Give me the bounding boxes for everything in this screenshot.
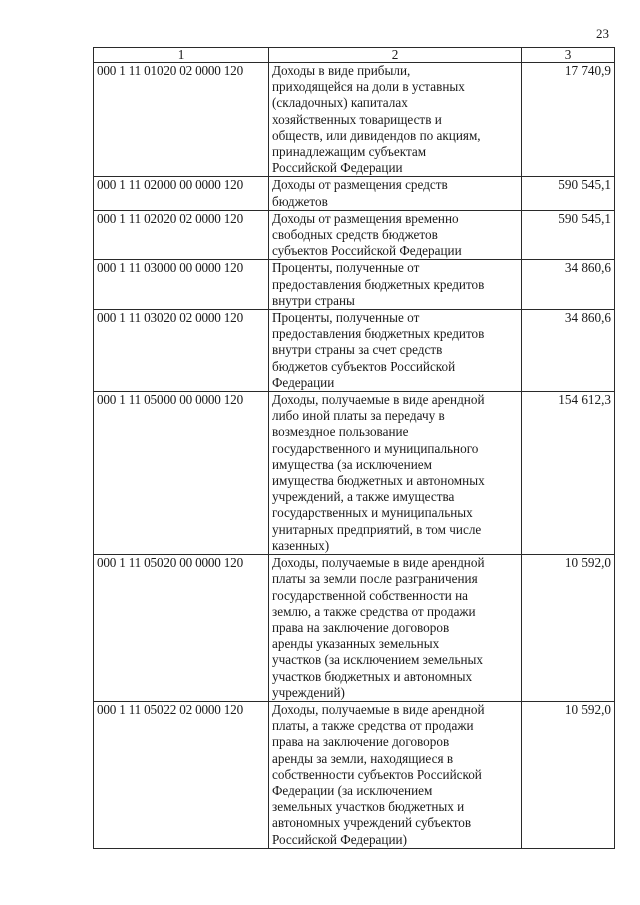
description-line: Доходы, получаемые в виде арендной [272,392,485,408]
table-row [94,63,615,177]
description-line: обществ, или дивидендов по акциям, [272,127,481,143]
description-line: возмездное пользование [272,424,409,440]
amount-cell: 34 860,6 [522,310,615,392]
description-line: Доходы от размещения временно [272,210,459,226]
revenue-table [93,47,615,849]
budget-code-cell: 000 1 11 05022 02 0000 120 [94,701,269,848]
description-line: учреждений) [272,684,345,700]
revenue-description-cell [269,63,522,177]
budget-code-cell: 000 1 11 05020 00 0000 120 [94,555,269,702]
description-line: либо иной платы за передачу в [272,408,445,424]
page-number: 23 [596,26,609,41]
budget-code-cell: 000 1 11 03020 02 0000 120 [94,310,269,392]
description-line: участков (за исключением земельных [272,652,484,668]
description-line: Доходы от размещения средств [272,177,448,193]
description-line: аренды за земли, находящиеся в [272,750,454,766]
table-row [94,555,615,702]
description-line: свободных средств бюджетов [272,227,438,243]
column-header-amount: 3 [522,48,615,63]
description-line: Федерации [272,374,335,390]
amount-cell: 10 592,0 [522,555,615,702]
column-header-code: 1 [94,48,269,63]
description-line: Доходы в виде прибыли, [272,63,411,78]
description-line: бюджетов субъектов Российской [272,358,456,374]
description-line: Проценты, полученные от [272,260,420,276]
description-line: Федерации (за исключением [272,782,433,798]
description-line: государственных и муниципальных [272,505,473,521]
table-row [94,392,615,555]
description-line: государственного и муниципального [272,440,479,456]
table-row [94,260,615,310]
revenue-description-cell [269,392,522,555]
description-line: права на заключение договоров [272,734,450,750]
description-line: предоставления бюджетных кредитов [272,276,485,292]
table-row [94,177,615,210]
amount-cell: 590 545,1 [522,177,615,210]
revenue-description-cell [269,177,522,210]
description-line: земельных участков бюджетных и [272,799,465,815]
description-line: имущества (за исключением [272,456,432,472]
description-line: внутри страны за счет средств [272,342,443,358]
amount-cell: 10 592,0 [522,701,615,848]
description-line: субъектов Российской Федерации [272,243,462,259]
description-line: приходящейся на доли в уставных [272,79,465,95]
description-line: Российской Федерации [272,160,403,176]
table-row [94,701,615,848]
description-line: Доходы, получаемые в виде арендной [272,555,485,571]
description-line: предоставления бюджетных кредитов [272,326,485,342]
revenue-description-cell [269,260,522,310]
budget-code-cell: 000 1 11 01020 02 0000 120 [94,63,269,177]
description-line: автономных учреждений субъектов [272,815,472,831]
revenue-description-cell [269,555,522,702]
amount-cell: 590 545,1 [522,210,615,260]
description-line: собственности субъектов Российской [272,766,482,782]
description-line: хозяйственных товариществ и [272,111,442,127]
description-line: имущества бюджетных и автономных [272,473,485,489]
column-header-name: 2 [269,48,522,63]
amount-cell: 34 860,6 [522,260,615,310]
description-line: платы за земли после разграничения [272,571,478,587]
description-line: принадлежащим субъектам [272,144,427,160]
description-line: унитарных предприятий, в том числе [272,521,482,537]
budget-code-cell: 000 1 11 02020 02 0000 120 [94,210,269,260]
table-row [94,210,615,260]
description-line: Российской Федерации) [272,831,407,847]
description-line: платы, а также средства от продажи [272,718,474,734]
description-line: Доходы, получаемые в виде арендной [272,701,485,717]
table-row [94,310,615,392]
table-body [94,63,615,849]
budget-code-cell: 000 1 11 05000 00 0000 120 [94,392,269,555]
description-line: права на заключение договоров [272,619,450,635]
amount-cell: 17 740,9 [522,63,615,177]
description-line: Проценты, полученные от [272,310,420,326]
description-line: аренды указанных земельных [272,636,440,652]
description-line: казенных) [272,537,330,553]
description-line: участков бюджетных и автономных [272,668,473,684]
budget-code-cell: 000 1 11 02000 00 0000 120 [94,177,269,210]
description-line: землю, а также средства от продажи [272,603,476,619]
revenue-description-cell [269,701,522,848]
budget-code-cell: 000 1 11 03000 00 0000 120 [94,260,269,310]
description-line: учреждений, а также имущества [272,489,455,505]
description-line: внутри страны [272,292,355,308]
amount-cell: 154 612,3 [522,392,615,555]
description-line: бюджетов [272,193,328,209]
revenue-description-cell [269,310,522,392]
revenue-description-cell [269,210,522,260]
description-line: (складочных) капиталах [272,95,408,111]
table-header-row [94,48,615,63]
description-line: государственной собственности на [272,587,468,603]
